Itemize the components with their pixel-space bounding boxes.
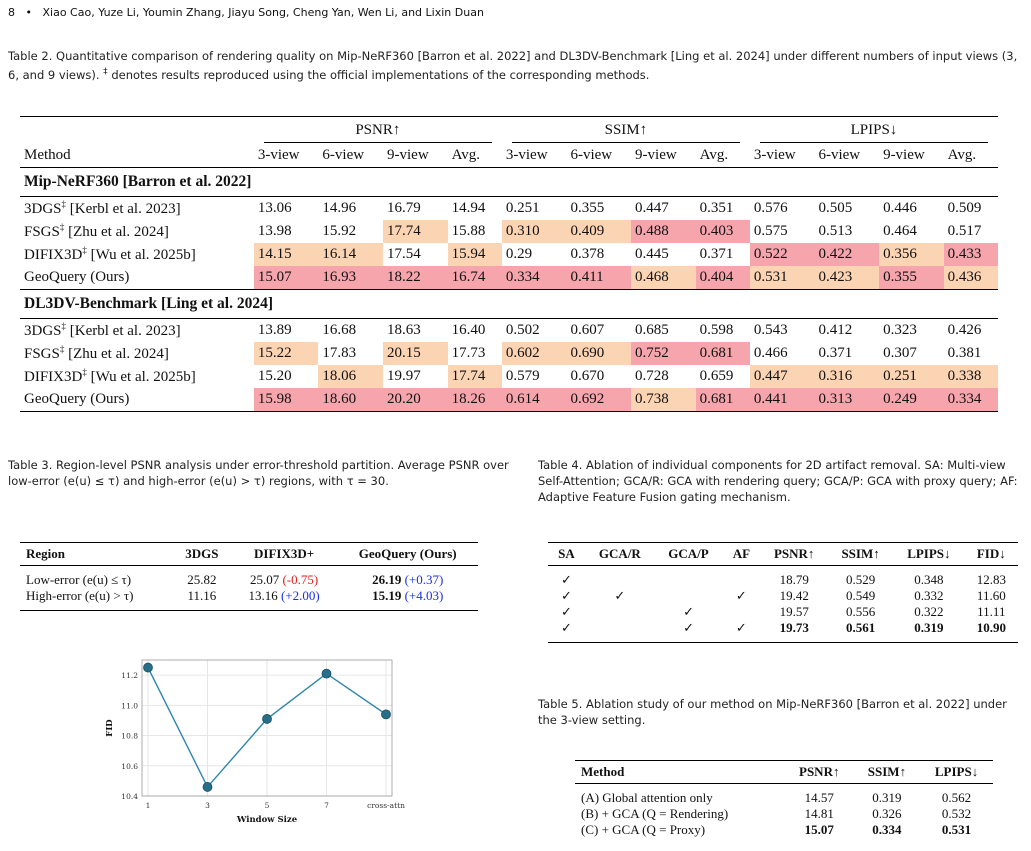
metric-value: 0.531 bbox=[750, 266, 815, 290]
table4-col-header: AF bbox=[722, 543, 760, 566]
metric-value: 0.322 bbox=[914, 604, 944, 619]
metric-value: 0.355 bbox=[879, 266, 944, 290]
metric-value: 0.332 bbox=[914, 588, 944, 603]
table4-row bbox=[548, 588, 1018, 604]
metric-value: 0.351 bbox=[696, 197, 750, 221]
metric-value: 0.738 bbox=[631, 388, 696, 412]
fid-data-point bbox=[322, 669, 331, 678]
dagger-mark: ‡ bbox=[59, 344, 65, 354]
metric-value: 0.326 bbox=[872, 806, 902, 821]
metric-value: 0.576 bbox=[750, 197, 815, 221]
metric-value: 0.532 bbox=[941, 806, 972, 821]
metric-value: 14.96 bbox=[318, 197, 383, 221]
table5-row bbox=[575, 806, 993, 822]
table4-caption: Table 4. Ablation of individual components for 2D artifact removal. SA: Multi-view Self-Attention; GCA/R: GCA with rendering query; GCA/P: GCA with proxy query; AF: Adaptive Feature Fusion gating mechanism. bbox=[538, 458, 1018, 504]
table2-row bbox=[20, 342, 998, 365]
table4 bbox=[548, 542, 1018, 643]
table4-col-header: LPIPS↓ bbox=[893, 543, 965, 566]
metric-value: 15.07 bbox=[254, 266, 319, 290]
y-tick-label: 10.8 bbox=[121, 731, 138, 741]
y-tick-label: 10.6 bbox=[121, 761, 138, 771]
metric-value: 0.404 bbox=[696, 266, 750, 290]
metric-value: 0.446 bbox=[879, 197, 944, 221]
metric-value: 15.88 bbox=[451, 223, 486, 239]
running-header bbox=[8, 6, 484, 19]
fid-data-point bbox=[144, 663, 153, 672]
delta-value: (+0.37) bbox=[404, 572, 444, 587]
component-flag: ✓ bbox=[561, 588, 572, 603]
x-tick-label: 1 bbox=[145, 801, 151, 810]
view-count-header: 3-view bbox=[753, 147, 796, 163]
metric-value: 18.63 bbox=[383, 319, 448, 343]
metric-value: 0.509 bbox=[944, 197, 998, 221]
x-axis-label: Window Size bbox=[236, 815, 298, 825]
metric-value: 0.607 bbox=[566, 319, 631, 343]
metric-value: 0.355 bbox=[566, 197, 631, 221]
component-flag bbox=[585, 566, 655, 589]
metric-value: 15.94 bbox=[448, 243, 502, 266]
metric-value: 17.74 bbox=[383, 220, 448, 243]
metric-value: 0.602 bbox=[502, 342, 567, 365]
component-flag: ✓ bbox=[614, 588, 626, 603]
metric-value: 0.249 bbox=[879, 388, 944, 412]
method-header: Method bbox=[24, 147, 71, 163]
metric-value: 19.73 bbox=[760, 620, 828, 643]
best-value: 26.19 bbox=[372, 572, 402, 587]
value-difix3d: 25.07 (-0.75) bbox=[249, 572, 319, 587]
metric-value: 0.659 bbox=[699, 368, 734, 384]
metric-value: 16.74 bbox=[448, 266, 502, 290]
table2-section-header bbox=[20, 290, 998, 319]
header-separator: • bbox=[25, 6, 32, 19]
value-geoquery bbox=[337, 566, 478, 589]
metric-value: 0.549 bbox=[845, 588, 876, 603]
view-count-header: 9-view bbox=[635, 147, 677, 163]
metric-value: 0.436 bbox=[944, 266, 998, 290]
metric-value: 15.07 bbox=[804, 822, 834, 837]
x-tick-label: cross-attn bbox=[367, 801, 405, 810]
table2-row bbox=[20, 266, 998, 290]
metric-value: 0.412 bbox=[814, 319, 879, 343]
header-authors: Xiao Cao, Yuze Li, Youmin Zhang, Jiayu Song, Cheng Yan, Wen Li, and Lixin Duan bbox=[42, 6, 484, 19]
metric-value: 0.371 bbox=[699, 246, 734, 262]
view-count-header: 6-view bbox=[818, 147, 861, 163]
metric-value: 0.728 bbox=[635, 368, 669, 384]
metric-value: 0.752 bbox=[631, 342, 696, 365]
metric-value: 0.468 bbox=[631, 266, 696, 290]
component-flag bbox=[722, 604, 760, 620]
metric-value: 0.488 bbox=[631, 220, 696, 243]
table5-col-header: Method bbox=[575, 761, 785, 784]
metric-value: 0.685 bbox=[631, 319, 696, 343]
component-flag: ✓ bbox=[735, 588, 747, 603]
ablation-method: (B) + GCA (Q = Rendering) bbox=[581, 806, 729, 821]
table2-section-header bbox=[20, 168, 998, 197]
dagger-mark: ‡ bbox=[61, 321, 67, 331]
table2-group-1 bbox=[502, 117, 750, 145]
table2-caption bbox=[8, 48, 1026, 83]
component-flag: ✓ bbox=[561, 604, 572, 619]
metric-value: 0.614 bbox=[502, 388, 567, 412]
metric-value: 15.98 bbox=[254, 388, 319, 412]
metric-value: 0.579 bbox=[505, 368, 540, 384]
metric-value: 0.378 bbox=[570, 246, 605, 262]
method-name: DIFIX3D‡ [Wu et al. 2025b] bbox=[24, 245, 196, 263]
metric-value: 11.11 bbox=[977, 604, 1006, 619]
metric-value: 16.68 bbox=[318, 319, 383, 343]
table5 bbox=[575, 760, 993, 838]
metric-value: 0.561 bbox=[828, 620, 893, 643]
metric-value: 10.90 bbox=[965, 620, 1018, 643]
method-name: GeoQuery (Ours) bbox=[24, 269, 130, 285]
metric-group-label: SSIM↑ bbox=[512, 122, 740, 143]
fid-data-point bbox=[382, 710, 391, 719]
metric-value: 0.464 bbox=[883, 223, 917, 239]
metric-value: 18.60 bbox=[318, 388, 383, 412]
view-count-header: Avg. bbox=[947, 147, 977, 163]
table2-caption-text: Quantitative comparison of rendering quality on Mip-NeRF360 [Barron et al. 2022] and DL3DV-Benchmark [Ling et al. 2024] under different numbers of input views (3, 6, and 9 views). ‡ denotes results reproduced using the official implementations of the corresponding methods. bbox=[8, 49, 1018, 82]
metric-value: 17.54 bbox=[387, 246, 421, 262]
metric-value: 0.319 bbox=[872, 790, 902, 805]
view-count-header: Avg. bbox=[451, 147, 481, 163]
best-value: 15.19 bbox=[372, 588, 402, 603]
metric-value: 0.502 bbox=[502, 319, 567, 343]
dagger-mark: ‡ bbox=[103, 67, 108, 77]
table4-col-header: FID↓ bbox=[965, 543, 1018, 566]
x-tick-label: 5 bbox=[264, 801, 270, 810]
value-difix3d: 13.16 (+2.00) bbox=[231, 588, 338, 611]
metric-value: 19.42 bbox=[779, 588, 809, 603]
value-3dgs: 25.82 bbox=[187, 572, 217, 587]
component-flag bbox=[655, 566, 723, 589]
table5-row bbox=[575, 822, 993, 838]
y-tick-label: 11.2 bbox=[121, 671, 138, 681]
metric-value: 14.81 bbox=[804, 806, 834, 821]
metric-value: 17.73 bbox=[451, 345, 486, 361]
method-name: GeoQuery (Ours) bbox=[20, 388, 254, 412]
table2-subheader bbox=[20, 144, 998, 168]
dagger-mark: ‡ bbox=[59, 222, 65, 232]
delta-value: (-0.75) bbox=[282, 572, 319, 587]
y-tick-label: 10.4 bbox=[121, 792, 138, 801]
metric-value: 0.575 bbox=[753, 223, 788, 239]
metric-group-label: PSNR↑ bbox=[264, 122, 492, 143]
view-count-header: 6-view bbox=[322, 147, 365, 163]
metric-value: 0.323 bbox=[879, 319, 944, 343]
table5-col-header: SSIM↑ bbox=[854, 761, 920, 784]
metric-value: 0.466 bbox=[753, 345, 788, 361]
metric-value: 0.670 bbox=[570, 368, 605, 384]
metric-value: 0.251 bbox=[879, 365, 944, 388]
view-count-header: 6-view bbox=[570, 147, 613, 163]
view-count-header: Avg. bbox=[699, 147, 729, 163]
table2-row bbox=[20, 197, 998, 221]
metric-value: 15.92 bbox=[322, 223, 357, 239]
table3-header bbox=[20, 543, 478, 566]
metric-value: 0.690 bbox=[566, 342, 631, 365]
table4-header bbox=[548, 543, 1018, 566]
dagger-mark: ‡ bbox=[82, 245, 87, 255]
metric-value: 0.531 bbox=[941, 822, 972, 837]
metric-value: 18.26 bbox=[448, 388, 502, 412]
metric-value: 0.543 bbox=[750, 319, 815, 343]
metric-value: 0.307 bbox=[883, 345, 917, 361]
metric-value: 0.356 bbox=[879, 243, 944, 266]
metric-value: 0.409 bbox=[566, 220, 631, 243]
metric-value: 0.313 bbox=[814, 388, 879, 412]
table3-row bbox=[20, 588, 478, 611]
component-flag bbox=[655, 588, 723, 604]
view-count-header: 3-view bbox=[505, 147, 548, 163]
metric-value: 0.29 bbox=[505, 246, 533, 262]
metric-value: 0.371 bbox=[818, 345, 853, 361]
table4-col-header: GCA/R bbox=[585, 543, 655, 566]
table2 bbox=[20, 116, 998, 412]
ablation-method: (A) Global attention only bbox=[581, 790, 713, 805]
metric-value: 0.334 bbox=[872, 822, 902, 837]
metric-value: 14.94 bbox=[448, 197, 502, 221]
table2-caption-prefix: Table 2. bbox=[8, 49, 53, 63]
table2-group-2 bbox=[750, 117, 998, 145]
metric-value: 12.83 bbox=[976, 572, 1006, 587]
metric-value: 0.445 bbox=[635, 246, 669, 262]
metric-value: 0.598 bbox=[696, 319, 750, 343]
metric-value: 0.381 bbox=[947, 345, 982, 361]
metric-value: 14.15 bbox=[254, 243, 319, 266]
table4-col-header: GCA/P bbox=[655, 543, 723, 566]
metric-value: 0.447 bbox=[631, 197, 696, 221]
table3-col-header: GeoQuery (Ours) bbox=[337, 543, 478, 566]
table4-row bbox=[548, 604, 1018, 620]
component-flag: ✓ bbox=[561, 572, 572, 587]
dagger-mark: ‡ bbox=[61, 199, 67, 209]
table2-row bbox=[20, 365, 998, 388]
component-flag bbox=[585, 620, 655, 643]
view-count-header: 9-view bbox=[883, 147, 925, 163]
table4-col-header: SSIM↑ bbox=[828, 543, 893, 566]
table2-group-header bbox=[20, 117, 998, 145]
metric-value: 16.79 bbox=[383, 197, 448, 221]
ablation-method: (C) + GCA (Q = Proxy) bbox=[581, 822, 706, 837]
metric-value: 0.681 bbox=[696, 388, 750, 412]
metric-value: 0.338 bbox=[944, 365, 998, 388]
table5-col-header: PSNR↑ bbox=[785, 761, 854, 784]
table3-col-header: DIFIX3D+ bbox=[231, 543, 338, 566]
table3-col-header: Region bbox=[20, 543, 173, 566]
metric-value: 18.06 bbox=[318, 365, 383, 388]
component-flag: ✓ bbox=[548, 620, 585, 643]
section-title: Mip-NeRF360 [Barron et al. 2022] bbox=[20, 168, 998, 197]
metric-value: 0.334 bbox=[502, 266, 567, 290]
table4-col-header: PSNR↑ bbox=[760, 543, 828, 566]
value-geoquery bbox=[337, 588, 478, 611]
table5-caption: Table 5. Ablation study of our method on Mip-NeRF360 [Barron et al. 2022] under the 3-view setting. bbox=[538, 697, 1007, 727]
metric-group-label: LPIPS↓ bbox=[760, 122, 988, 143]
method-name: DIFIX3D‡ [Wu et al. 2025b] bbox=[24, 367, 196, 385]
metric-value: 0.411 bbox=[566, 266, 631, 290]
y-axis-label: FID bbox=[105, 719, 115, 737]
metric-value: 0.556 bbox=[845, 604, 876, 619]
section-title: DL3DV-Benchmark [Ling et al. 2024] bbox=[20, 290, 998, 319]
metric-value: 0.529 bbox=[845, 572, 876, 587]
table2-row bbox=[20, 319, 998, 343]
method-name: 3DGS‡ [Kerbl et al. 2023] bbox=[20, 319, 254, 343]
metric-value: 0.517 bbox=[947, 223, 982, 239]
metric-value: 0.319 bbox=[893, 620, 965, 643]
metric-value: 0.522 bbox=[750, 243, 815, 266]
metric-value: 0.692 bbox=[566, 388, 631, 412]
table3-row bbox=[20, 566, 478, 589]
metric-value: 0.403 bbox=[696, 220, 750, 243]
metric-value: 20.20 bbox=[383, 388, 448, 412]
metric-value: 0.447 bbox=[750, 365, 815, 388]
table2-row bbox=[20, 388, 998, 412]
metric-value: 0.441 bbox=[750, 388, 815, 412]
method-name: FSGS‡ [Zhu et al. 2024] bbox=[24, 222, 169, 240]
metric-value: 0.681 bbox=[696, 342, 750, 365]
component-flag: ✓ bbox=[655, 620, 723, 643]
method-name: FSGS‡ [Zhu et al. 2024] bbox=[24, 344, 169, 362]
table2-row bbox=[20, 243, 998, 266]
metric-value: 16.40 bbox=[448, 319, 502, 343]
metric-value: 0.310 bbox=[502, 220, 567, 243]
view-count-header: 3-view bbox=[257, 147, 300, 163]
table5-header bbox=[575, 761, 993, 784]
table2-row bbox=[20, 220, 998, 243]
component-flag: ✓ bbox=[722, 620, 760, 643]
metric-value: 11.60 bbox=[976, 588, 1006, 603]
metric-value: 0.426 bbox=[944, 319, 998, 343]
metric-value: 16.93 bbox=[318, 266, 383, 290]
metric-value: 19.57 bbox=[779, 604, 809, 619]
table2-group-0 bbox=[254, 117, 502, 145]
table4-row bbox=[548, 566, 1018, 589]
region-name: Low-error (e(u) ≤ τ) bbox=[26, 572, 132, 587]
y-tick-label: 11.0 bbox=[121, 701, 138, 711]
metric-value: 18.22 bbox=[383, 266, 448, 290]
x-tick-label: 7 bbox=[324, 801, 329, 810]
metric-value: 13.06 bbox=[254, 197, 319, 221]
region-name: High-error (e(u) > τ) bbox=[20, 588, 173, 611]
table3-caption: Table 3. Region-level PSNR analysis under error-threshold partition. Average PSNR over low-error (e(u) ≤ τ) and high-error (e(u) > τ) regions, with τ = 30. bbox=[8, 458, 509, 488]
metric-value: 20.15 bbox=[383, 342, 448, 365]
metric-value: 17.83 bbox=[322, 345, 357, 361]
metric-value: 15.22 bbox=[254, 342, 319, 365]
metric-value: 18.79 bbox=[779, 572, 809, 587]
metric-value: 0.316 bbox=[814, 365, 879, 388]
component-flag bbox=[585, 604, 655, 620]
fid-data-point bbox=[203, 782, 212, 791]
dagger-mark: ‡ bbox=[82, 367, 87, 377]
metric-value: 0.334 bbox=[944, 388, 998, 412]
component-flag bbox=[722, 566, 760, 589]
metric-value: 0.348 bbox=[914, 572, 944, 587]
metric-value: 0.505 bbox=[814, 197, 879, 221]
metric-value: 0.423 bbox=[814, 266, 879, 290]
page-number: 8 bbox=[8, 6, 15, 19]
table5-col-header: LPIPS↓ bbox=[920, 761, 993, 784]
metric-value: 16.14 bbox=[318, 243, 383, 266]
table4-col-header: SA bbox=[548, 543, 585, 566]
metric-value: 0.562 bbox=[941, 790, 972, 805]
fid-data-point bbox=[263, 714, 272, 723]
delta-value: (+4.03) bbox=[404, 588, 444, 603]
value-3dgs: 11.16 bbox=[173, 588, 231, 611]
metric-value: 13.98 bbox=[257, 223, 292, 239]
table3-col-header: 3DGS bbox=[173, 543, 231, 566]
method-name: 3DGS‡ [Kerbl et al. 2023] bbox=[20, 197, 254, 221]
x-tick-label: 3 bbox=[205, 801, 210, 810]
metric-value: 0.433 bbox=[944, 243, 998, 266]
table4-row bbox=[548, 620, 1018, 643]
metric-value: 15.20 bbox=[257, 368, 292, 384]
metric-value: 13.89 bbox=[254, 319, 319, 343]
metric-value: 19.97 bbox=[387, 368, 421, 384]
metric-value: 17.74 bbox=[448, 365, 502, 388]
view-count-header: 9-view bbox=[387, 147, 429, 163]
metric-value: 0.513 bbox=[818, 223, 853, 239]
table2-corner bbox=[20, 117, 254, 145]
delta-value: (+2.00) bbox=[280, 588, 320, 603]
table3 bbox=[20, 542, 478, 611]
table5-row bbox=[575, 784, 993, 807]
metric-value: 0.422 bbox=[814, 243, 879, 266]
component-flag: ✓ bbox=[683, 604, 694, 619]
metric-value: 0.251 bbox=[502, 197, 567, 221]
fid-window-chart bbox=[100, 652, 405, 827]
metric-value: 14.57 bbox=[804, 790, 834, 805]
